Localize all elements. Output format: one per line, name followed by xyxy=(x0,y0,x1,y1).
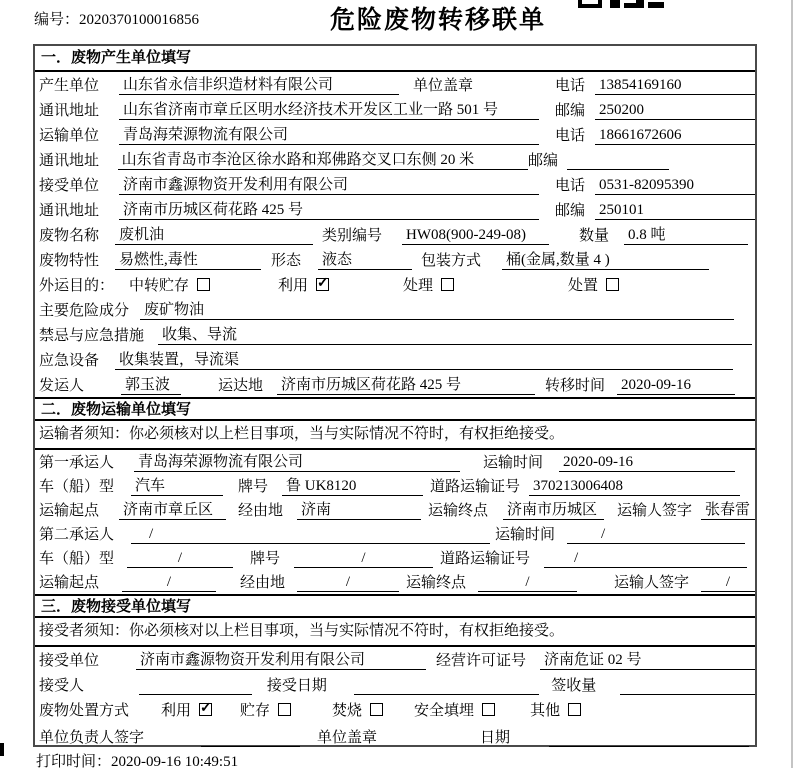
receiver-notice: 接受者须知：你必须核对以上栏目事项，当与实际情况不符时，有权拒绝接受。 xyxy=(35,618,755,647)
option-incinerate xyxy=(332,699,383,720)
page-title: 危险废物转移联单 xyxy=(330,6,547,34)
option-utilize xyxy=(278,274,329,295)
option-label: 处理 xyxy=(403,278,434,294)
option-landfill xyxy=(414,699,495,720)
waste-name-label: 废物名称 xyxy=(39,228,100,244)
row-transporter xyxy=(35,122,755,147)
form-value: 液态 xyxy=(318,248,412,270)
option-utilize2 xyxy=(161,699,212,720)
permit-value: 济南危证 02 号 xyxy=(540,648,755,670)
phone3-value: 0531-82095390 xyxy=(595,177,755,195)
checkbox-incinerate xyxy=(370,703,383,716)
checkbox-other xyxy=(568,703,581,716)
road-license1-value: 370213006408 xyxy=(529,478,740,496)
doc-number xyxy=(34,8,199,29)
end1-label: 运输终点 xyxy=(428,503,489,519)
responsible-sign-label: 单位负责人签字 xyxy=(39,730,145,746)
option-label: 利用 xyxy=(278,278,309,294)
carrier2-label: 第二承运人 xyxy=(39,527,115,543)
carrier2-value: / xyxy=(131,526,490,544)
vehicle2-value: / xyxy=(127,550,233,568)
option-label: 焚烧 xyxy=(332,703,363,719)
phone1-value: 13854169160 xyxy=(595,77,755,95)
end2-value: / xyxy=(478,574,577,592)
row-vehicle1 xyxy=(35,474,755,498)
row-waste-traits xyxy=(35,247,755,272)
row-acceptor xyxy=(35,672,755,697)
sign2-value: / xyxy=(701,574,755,592)
row-producer-address xyxy=(35,97,755,122)
row-producer xyxy=(35,72,755,97)
row-waste-name xyxy=(35,222,755,247)
sign1-value: 张春雷 xyxy=(701,498,755,520)
option-dispose xyxy=(568,274,619,295)
shipper-value: 郭玉波 xyxy=(121,373,181,395)
acceptor-label: 接受人 xyxy=(39,678,85,694)
option-treat xyxy=(403,274,454,295)
signed-qty-value xyxy=(620,694,755,695)
row-accept-unit xyxy=(35,647,755,672)
phone1-label: 电话 xyxy=(555,78,586,94)
option-label: 中转贮存 xyxy=(129,278,190,294)
producer-value: 山东省永信非织造材料有限公司 xyxy=(119,73,399,95)
phone3-label: 电话 xyxy=(555,178,586,194)
via2-label: 经由地 xyxy=(240,575,286,591)
road-license2-value: / xyxy=(544,550,747,568)
end2-label: 运输终点 xyxy=(406,575,467,591)
transport-time2-value: / xyxy=(567,526,745,544)
row-vehicle2 xyxy=(35,546,755,570)
addr2-value: 山东省青岛市李沧区徐水路和郑佛路交叉口东侧 20 米 xyxy=(118,148,528,170)
row-disposal xyxy=(35,697,755,722)
zip2-label: 邮编 xyxy=(527,153,558,169)
section2-header: 二．废物运输单位填写 xyxy=(35,397,755,421)
carrier1-label: 第一承运人 xyxy=(39,455,115,471)
row-shipper xyxy=(35,372,755,397)
shipper-label: 发运人 xyxy=(39,378,85,394)
row-receiver xyxy=(35,172,755,197)
checkbox-dispose xyxy=(606,278,619,291)
addr1-value: 山东省济南市章丘区明水经济技术开发区工业一路 501 号 xyxy=(119,98,539,120)
transport-time1-label: 运输时间 xyxy=(483,455,544,471)
transporter-value: 青岛海荣源物流有限公司 xyxy=(119,123,539,145)
option-transfer-storage xyxy=(129,274,210,295)
road-license2-label: 道路运输证号 xyxy=(440,551,531,567)
checkbox-storage xyxy=(278,703,291,716)
addr2-label: 通讯地址 xyxy=(39,153,100,169)
destination-value: 济南市历城区荷花路 425 号 xyxy=(277,373,535,395)
purpose-label: 外运目的： xyxy=(39,278,115,294)
origin1-value: 济南市章丘区 xyxy=(119,498,226,520)
disposal-label: 废物处置方式 xyxy=(39,703,130,719)
category-label: 类别编号 xyxy=(322,228,383,244)
signed-qty-label: 签收量 xyxy=(551,678,597,694)
vehicle1-label: 车（船）型 xyxy=(39,479,115,495)
origin2-value: / xyxy=(122,574,216,592)
taboo-label: 禁忌与应急措施 xyxy=(39,328,145,344)
plate1-label: 牌号 xyxy=(238,479,269,495)
option-other xyxy=(530,699,581,720)
zip3-value: 250101 xyxy=(595,202,755,220)
transport-time1-value: 2020-09-16 xyxy=(559,454,735,472)
print-time-label: 打印时间： xyxy=(36,754,112,770)
plate2-value: / xyxy=(294,550,433,568)
checkbox-landfill xyxy=(482,703,495,716)
origin1-label: 运输起点 xyxy=(39,503,100,519)
end1-value: 济南市历城区 xyxy=(503,498,604,520)
row-equipment xyxy=(35,347,755,372)
option-label: 处置 xyxy=(568,278,599,294)
accept-unit-value: 济南市鑫源物资开发利用有限公司 xyxy=(136,648,426,670)
row-transporter-address xyxy=(35,147,755,172)
quantity-label: 数量 xyxy=(579,228,610,244)
plate1-value: 鲁 UK8120 xyxy=(282,474,423,496)
phone2-label: 电话 xyxy=(555,128,586,144)
quantity-value: 0.8 吨 xyxy=(624,223,748,245)
vehicle1-value: 汽车 xyxy=(131,474,223,496)
row-carrier1 xyxy=(35,450,755,474)
sign2-label: 运输人签字 xyxy=(614,575,690,591)
packing-value: 桶(金属,数量 4 ) xyxy=(502,248,709,270)
traits-label: 废物特性 xyxy=(39,253,100,269)
checkbox-transfer-storage xyxy=(197,278,210,291)
row-route1 xyxy=(35,498,755,522)
via2-value: / xyxy=(297,574,399,592)
permit-label: 经营许可证号 xyxy=(436,653,527,669)
section1-header: 一．废物产生单位填写 xyxy=(35,46,755,72)
option-storage xyxy=(240,699,291,720)
hazard-label: 主要危险成分 xyxy=(39,303,130,319)
addr3-label: 通讯地址 xyxy=(39,203,100,219)
transfer-time-value: 2020-09-16 xyxy=(617,377,735,395)
plate2-label: 牌号 xyxy=(250,551,281,567)
page-right-edge xyxy=(791,0,793,768)
doc-number-label: 编号： xyxy=(34,12,80,28)
qr-code-fragment-icon xyxy=(578,0,666,9)
packing-label: 包装方式 xyxy=(421,253,482,269)
date-value xyxy=(549,746,749,747)
equipment-label: 应急设备 xyxy=(39,353,100,369)
via1-value: 济南 xyxy=(297,498,421,520)
form-label: 形态 xyxy=(271,253,302,269)
row-route2 xyxy=(35,570,755,594)
seal-label: 单位盖章 xyxy=(413,78,474,94)
destination-label: 运达地 xyxy=(218,378,264,394)
unit-seal-label: 单位盖章 xyxy=(317,730,378,746)
addr3-value: 济南市历城区荷花路 425 号 xyxy=(119,198,539,220)
option-label: 其他 xyxy=(530,703,561,719)
accept-date-label: 接受日期 xyxy=(266,678,327,694)
row-responsible-sign xyxy=(35,722,755,749)
addr1-label: 通讯地址 xyxy=(39,103,100,119)
producer-label: 产生单位 xyxy=(39,78,100,94)
zip2-value xyxy=(567,169,669,170)
transfer-time-label: 转移时间 xyxy=(545,378,606,394)
row-receiver-address xyxy=(35,197,755,222)
vehicle2-label: 车（船）型 xyxy=(39,551,115,567)
transport-time2-label: 运输时间 xyxy=(495,527,556,543)
carrier1-value: 青岛海荣源物流有限公司 xyxy=(134,450,460,472)
responsible-sign-value xyxy=(201,746,300,747)
doc-number-value: 2020370100016856 xyxy=(79,12,200,28)
taboo-value: 收集、导流 xyxy=(158,323,752,345)
date-label: 日期 xyxy=(480,730,511,746)
row-purpose xyxy=(35,272,755,297)
waste-name-value: 废机油 xyxy=(115,223,313,245)
receiver-label: 接受单位 xyxy=(39,178,100,194)
option-label: 贮存 xyxy=(240,703,271,719)
row-taboo xyxy=(35,322,755,347)
acceptor-value xyxy=(139,694,252,695)
receiver-value: 济南市鑫源物资开发利用有限公司 xyxy=(119,173,539,195)
zip3-label: 邮编 xyxy=(555,203,586,219)
manifest-table xyxy=(33,44,757,747)
checkbox-utilize xyxy=(316,278,329,291)
category-value: HW08(900-249-08) xyxy=(402,227,549,245)
zip1-label: 邮编 xyxy=(555,103,586,119)
page-edge-artifact xyxy=(0,743,4,756)
origin2-label: 运输起点 xyxy=(39,575,100,591)
row-carrier2 xyxy=(35,522,755,546)
accept-unit-label: 接受单位 xyxy=(39,653,100,669)
equipment-value: 收集装置，导流渠 xyxy=(115,348,733,370)
checkbox-treat xyxy=(441,278,454,291)
option-label: 利用 xyxy=(161,703,192,719)
print-time-value: 2020-09-16 10:49:51 xyxy=(111,754,239,770)
option-label: 安全填埋 xyxy=(414,703,475,719)
section3-header: 三．废物接受单位填写 xyxy=(35,594,755,618)
transporter-notice: 运输者须知：你必须核对以上栏目事项，当与实际情况不符时，有权拒绝接受。 xyxy=(35,421,755,450)
traits-value: 易燃性,毒性 xyxy=(115,248,261,270)
transporter-label: 运输单位 xyxy=(39,128,100,144)
phone2-value: 18661672606 xyxy=(595,127,755,145)
row-hazard xyxy=(35,297,755,322)
hazard-value: 废矿物油 xyxy=(140,298,734,320)
road-license1-label: 道路运输证号 xyxy=(430,479,521,495)
checkbox-utilize2 xyxy=(199,703,212,716)
accept-date-value xyxy=(354,694,539,695)
zip1-value: 250200 xyxy=(595,102,755,120)
sign1-label: 运输人签字 xyxy=(617,503,693,519)
via1-label: 经由地 xyxy=(238,503,284,519)
